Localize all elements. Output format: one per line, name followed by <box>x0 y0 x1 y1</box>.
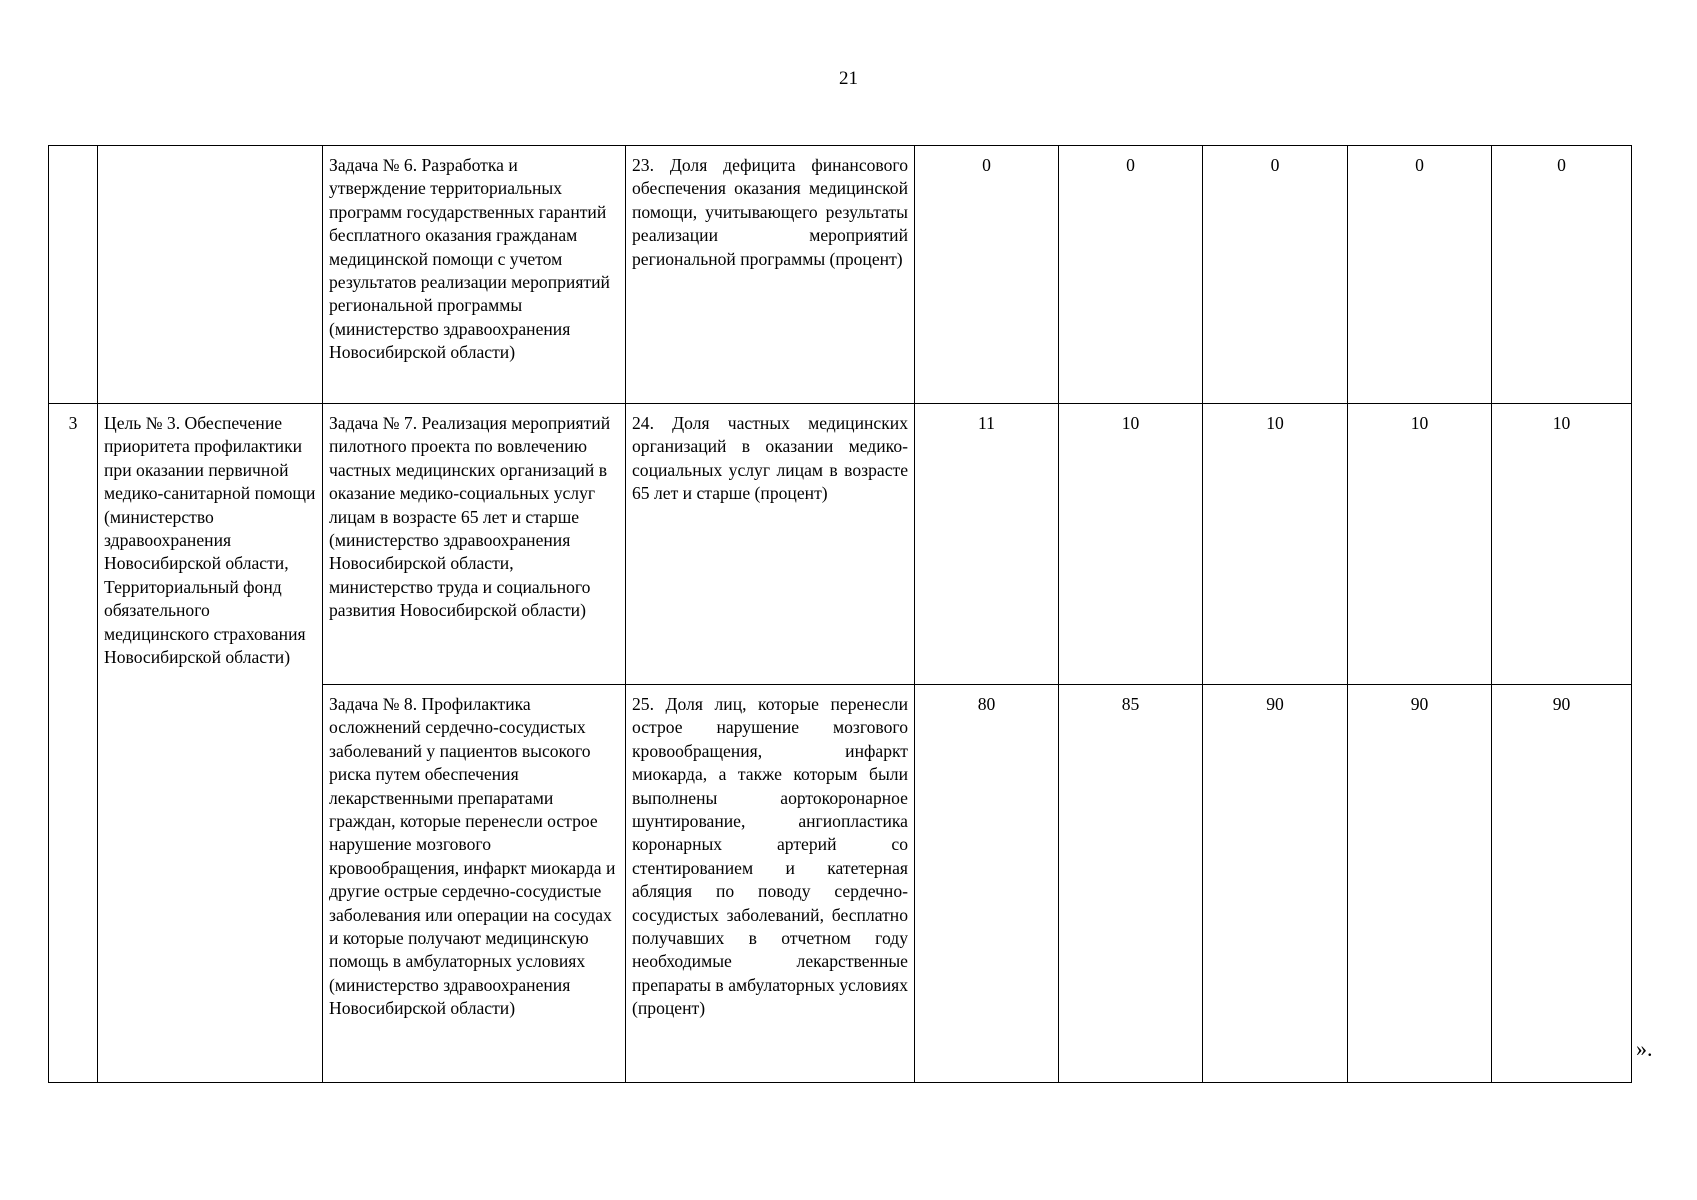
value-cell: 0 <box>1492 146 1632 404</box>
value-cell: 0 <box>1203 146 1348 404</box>
value-cell: 0 <box>1059 146 1203 404</box>
value-cell: 10 <box>1203 404 1348 685</box>
table-row <box>49 404 1632 685</box>
value-cell: 11 <box>915 404 1059 685</box>
value-cell: 10 <box>1059 404 1203 685</box>
value-cell: 0 <box>915 146 1059 404</box>
value-cell: 85 <box>1059 685 1203 1083</box>
value-cell: 10 <box>1492 404 1632 685</box>
value-cell: 10 <box>1348 404 1492 685</box>
value-cell: 80 <box>915 685 1059 1083</box>
indicator-cell: 23. Доля дефицита финансового обеспечения оказания медицинской помощи, учитывающего результаты реализации мероприятий региональной программы (процент) <box>626 146 915 404</box>
value-cell: 90 <box>1203 685 1348 1083</box>
table-row <box>49 146 1632 404</box>
goal-cell: Цель № 3. Обеспечение приоритета профилактики при оказании первичной медико-санитарной помощи (министерство здравоохранения Новосибирской области, Территориальный фонд обязательного медицинского страхования Новосибирской области) <box>98 404 323 1083</box>
task-cell: Задача № 6. Разработка и утверждение территориальных программ государственных гарантий бесплатного оказания гражданам медицинской помощи с учетом результатов реализации мероприятий региональной программы (министерство здравоохранения Новосибирской области) <box>323 146 626 404</box>
closing-quote-mark: ». <box>1636 1036 1653 1061</box>
value-cell: 0 <box>1348 146 1492 404</box>
indicator-cell: 24. Доля частных медицинских организаций в оказании медико-социальных услуг лицам в возрасте 65 лет и старше (процент) <box>626 404 915 685</box>
value-cell: 90 <box>1492 685 1632 1083</box>
goal-cell <box>98 146 323 404</box>
task-cell: Задача № 8. Профилактика осложнений сердечно-сосудистых заболеваний у пациентов высокого риска путем обеспечения лекарственными препаратами граждан, которые перенесли острое нарушение мозгового кровообращения, инфаркт миокарда и другие острые сердечно-сосудистые заболевания или операции на сосудах и которые получают медицинскую помощь в амбулаторных условиях (министерство здравоохранения Новосибирской области) <box>323 685 626 1083</box>
indicators-table <box>48 145 1632 1083</box>
indicator-cell: 25. Доля лиц, которые перенесли острое нарушение мозгового кровообращения, инфаркт миокарда, а также которым были выполнены аортокоронарное шунтирование, ангиопластика коронарных артерий со стентированием и катетерная абляция по поводу сердечно-сосудистых заболеваний, бесплатно получавших в отчетном году необходимые лекарственные препараты в амбулаторных условиях (процент) <box>626 685 915 1083</box>
value-cell: 90 <box>1348 685 1492 1083</box>
task-cell: Задача № 7. Реализация мероприятий пилотного проекта по вовлечению частных медицинских организаций в оказание медико-социальных услуг лицам в возрасте 65 лет и старше (министерство здравоохранения Новосибирской области, министерство труда и социального развития Новосибирской области) <box>323 404 626 685</box>
row-number-cell: 3 <box>49 404 98 1083</box>
page-number: 21 <box>839 68 858 89</box>
row-number-cell <box>49 146 98 404</box>
